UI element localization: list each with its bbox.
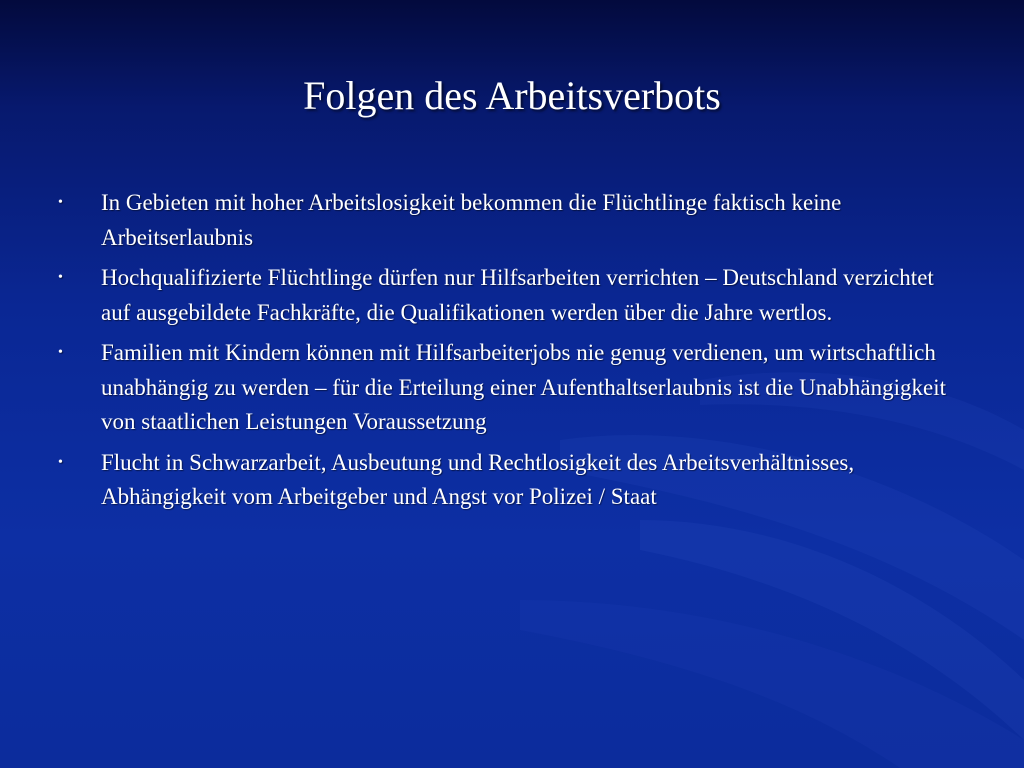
bullet-list xyxy=(58,186,958,521)
bullet-text: Familien mit Kindern können mit Hilfsarbeiterjobs nie genug verdienen, um wirtschaftlich unabhängig zu werden – für die Erteilung einer Aufenthaltserlaubnis ist die Unabhängigkeit von staatlichen Leistungen Voraussetzung xyxy=(101,340,947,434)
bullet-icon: • xyxy=(58,454,63,470)
bullet-item xyxy=(58,446,958,515)
bullet-item xyxy=(58,336,958,440)
bullet-icon: • xyxy=(58,195,63,210)
bullet-item xyxy=(58,186,958,255)
slide-title: Folgen des Arbeitsverbots xyxy=(303,73,721,118)
bullet-text: Hochqualifizierte Flüchtlinge dürfen nur Hilfsarbeiten verrichten – Deutschland verzichtet auf ausgebildete Fachkräfte, die Qualifikationen werden über die Jahre wertlos. xyxy=(101,265,934,325)
bullet-icon: • xyxy=(58,270,63,285)
bullet-text: In Gebieten mit hoher Arbeitslosigkeit bekommen die Flüchtlinge faktisch keine Arbeitserlaubnis xyxy=(101,190,842,250)
bullet-item xyxy=(58,261,958,330)
bullet-icon: • xyxy=(58,345,63,360)
bullet-text: Flucht in Schwarzarbeit, Ausbeutung und Rechtlosigkeit des Arbeitsverhältnisses, Abhängigkeit vom Arbeitgeber und Angst vor Polizei / Staat xyxy=(101,449,855,509)
